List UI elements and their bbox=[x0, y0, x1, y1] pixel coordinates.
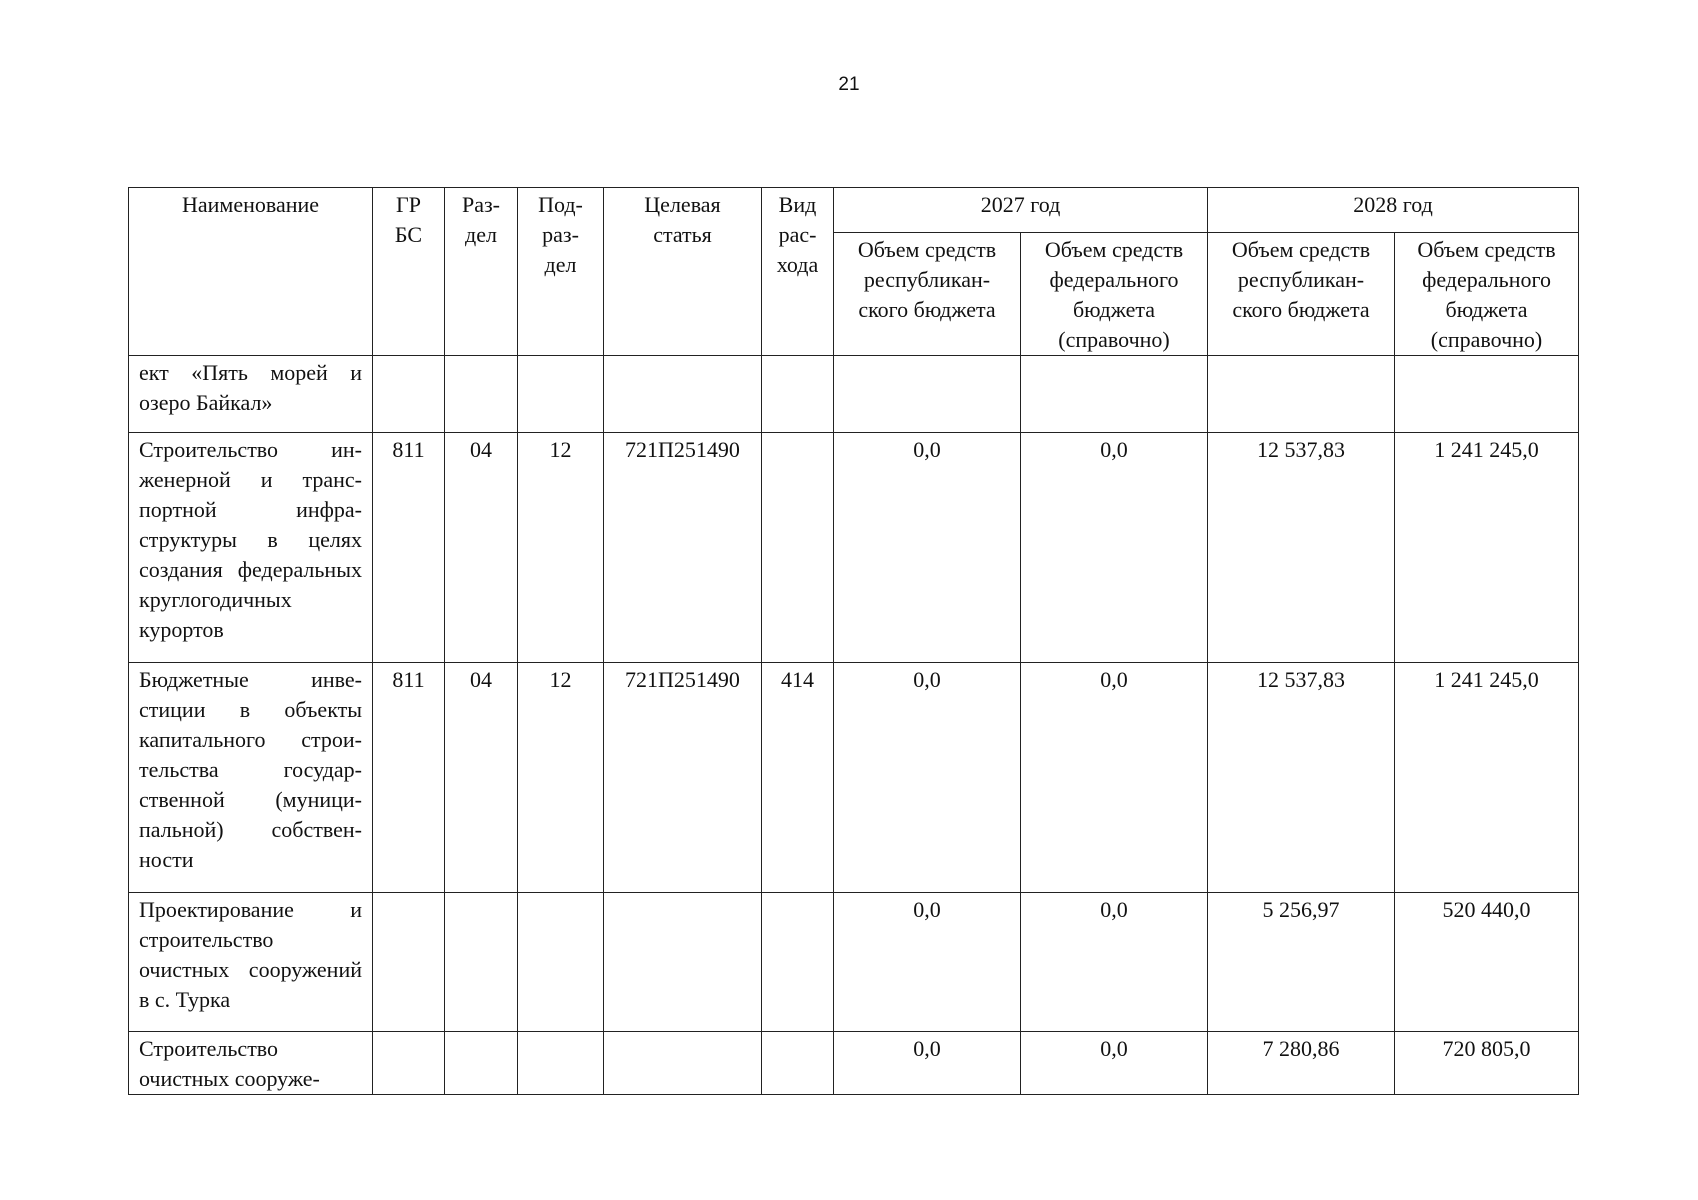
row-podrazdel bbox=[518, 1032, 604, 1095]
row-rep-2027: 0,0 bbox=[834, 1032, 1021, 1095]
row-fed-2028: 1 241 245,0 bbox=[1395, 433, 1579, 663]
row-rep-2027: 0,0 bbox=[834, 433, 1021, 663]
page-number: 21 bbox=[838, 74, 860, 95]
row-vid bbox=[762, 1032, 834, 1095]
header-fed-2028: Объем средств федерального бюджета (справочно) bbox=[1395, 233, 1579, 356]
row-fed-2027 bbox=[1021, 356, 1208, 433]
row-razdel bbox=[445, 356, 518, 433]
row-rep-2028: 7 280,86 bbox=[1208, 1032, 1395, 1095]
row-grbs: 811 bbox=[373, 433, 445, 663]
row-rep-2027: 0,0 bbox=[834, 663, 1021, 893]
row-razdel bbox=[445, 1032, 518, 1095]
row-podrazdel: 12 bbox=[518, 433, 604, 663]
row-name: Проектирование и строительство очистных сооружений в с. Турка bbox=[129, 893, 373, 1032]
row-celevaya bbox=[604, 356, 762, 433]
header-grbs: ГР БС bbox=[373, 188, 445, 356]
header-razdel: Раз- дел bbox=[445, 188, 518, 356]
table-row bbox=[129, 663, 1579, 893]
row-celevaya bbox=[604, 1032, 762, 1095]
table-row bbox=[129, 433, 1579, 663]
row-celevaya: 721П251490 bbox=[604, 663, 762, 893]
row-name: ект «Пять морей и озеро Байкал» bbox=[129, 356, 373, 433]
header-rep-2027: Объем средств республикан- ского бюджета bbox=[834, 233, 1021, 356]
row-rep-2028: 12 537,83 bbox=[1208, 663, 1395, 893]
table-row bbox=[129, 356, 1579, 433]
row-fed-2028 bbox=[1395, 356, 1579, 433]
row-grbs: 811 bbox=[373, 663, 445, 893]
header-fed-2027: Объем средств федерального бюджета (справочно) bbox=[1021, 233, 1208, 356]
row-razdel bbox=[445, 893, 518, 1032]
header-celevaya: Целевая статья bbox=[604, 188, 762, 356]
row-fed-2028: 720 805,0 bbox=[1395, 1032, 1579, 1095]
row-fed-2028: 1 241 245,0 bbox=[1395, 663, 1579, 893]
row-fed-2027: 0,0 bbox=[1021, 663, 1208, 893]
header-rep-2028: Объем средств республикан- ского бюджета bbox=[1208, 233, 1395, 356]
row-vid bbox=[762, 433, 834, 663]
row-podrazdel bbox=[518, 356, 604, 433]
budget-table bbox=[128, 187, 1579, 1095]
header-row-years bbox=[129, 188, 1579, 233]
row-podrazdel: 12 bbox=[518, 663, 604, 893]
row-vid bbox=[762, 356, 834, 433]
row-rep-2028 bbox=[1208, 356, 1395, 433]
row-razdel: 04 bbox=[445, 663, 518, 893]
row-grbs bbox=[373, 1032, 445, 1095]
table-row bbox=[129, 1032, 1579, 1095]
header-podrazdel: Под- раз- дел bbox=[518, 188, 604, 356]
header-year-2027: 2027 год bbox=[834, 188, 1208, 233]
row-podrazdel bbox=[518, 893, 604, 1032]
header-year-2028: 2028 год bbox=[1208, 188, 1579, 233]
row-name: Строительство инженерной и транспортной инфраструктуры в целях создания федеральных круглогодичных курортов bbox=[129, 433, 373, 663]
row-celevaya bbox=[604, 893, 762, 1032]
row-rep-2028: 5 256,97 bbox=[1208, 893, 1395, 1032]
table-row bbox=[129, 893, 1579, 1032]
header-name: Наименование bbox=[129, 188, 373, 356]
row-grbs bbox=[373, 356, 445, 433]
row-fed-2028: 520 440,0 bbox=[1395, 893, 1579, 1032]
row-fed-2027: 0,0 bbox=[1021, 1032, 1208, 1095]
row-grbs bbox=[373, 893, 445, 1032]
row-celevaya: 721П251490 bbox=[604, 433, 762, 663]
row-razdel: 04 bbox=[445, 433, 518, 663]
row-fed-2027: 0,0 bbox=[1021, 893, 1208, 1032]
header-vid: Вид рас- хода bbox=[762, 188, 834, 356]
row-vid: 414 bbox=[762, 663, 834, 893]
row-fed-2027: 0,0 bbox=[1021, 433, 1208, 663]
row-rep-2027 bbox=[834, 356, 1021, 433]
row-rep-2028: 12 537,83 bbox=[1208, 433, 1395, 663]
row-name: Строительство очистных сооруже- bbox=[129, 1032, 373, 1095]
row-vid bbox=[762, 893, 834, 1032]
row-name: Бюджетные инвестиции в объекты капитального строительства государственной (муниципальной) собственности bbox=[129, 663, 373, 893]
row-rep-2027: 0,0 bbox=[834, 893, 1021, 1032]
